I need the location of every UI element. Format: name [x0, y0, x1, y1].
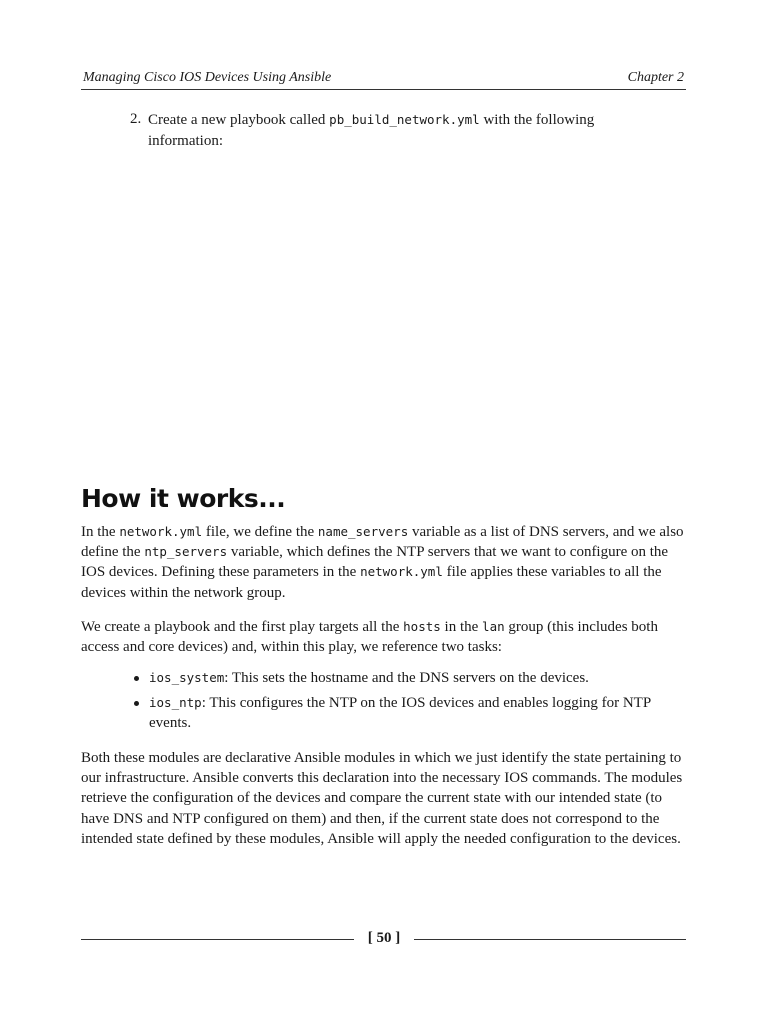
bullet-icon: [134, 701, 139, 706]
paragraph-modules: Both these modules are declarative Ansible modules in which we just identify the state pertaining to our infrastructure. Ansible converts this declaration into the necessary IOS commands. The modules retrieve the configuration of the devices and compare the current state with our intended state (to have DNS and NTP configured on them) and then, if the current state does not correspond to the intended state defined by these modules, Ansible will apply the needed configuration to the devices.: [81, 750, 683, 847]
footer-divider-left: [81, 939, 354, 940]
running-header: [81, 69, 686, 90]
footer-divider-right: [414, 939, 686, 940]
list-item: ios_system: This sets the hostname and the DNS servers on the devices.: [132, 668, 692, 688]
list-item: ios_ntp: This configures the NTP on the IOS devices and enables logging for NTP events.: [132, 693, 692, 733]
task-list: [132, 668, 692, 739]
chapter-label: Chapter 2: [627, 70, 684, 85]
paragraph-variables: In the network.yml file, we define the name_servers variable as a list of DNS servers, and we also define the ntp_servers variable, which defines the NTP servers that we want to configure on the IOS devices. Defining these parameters in the network.yml file applies these variables to all the devices within the network group.: [81, 524, 684, 601]
playbook-filename: pb_build_network.yml: [329, 112, 480, 127]
step-text: Create a new playbook called pb_build_network.yml with the following information:: [148, 112, 595, 149]
section-heading: How it works...: [81, 484, 286, 513]
step-instruction: [130, 109, 670, 152]
page-number: [ 50 ]: [367, 930, 401, 946]
book-title: Managing Cisco IOS Devices Using Ansible: [83, 70, 332, 85]
step-number: 2.: [130, 111, 142, 127]
paragraph-playbook: We create a playbook and the first play targets all the hosts in the lan group (this includes both access and core devices) and, within this play, we reference two tasks:: [81, 619, 658, 656]
bullet-icon: [134, 676, 139, 681]
